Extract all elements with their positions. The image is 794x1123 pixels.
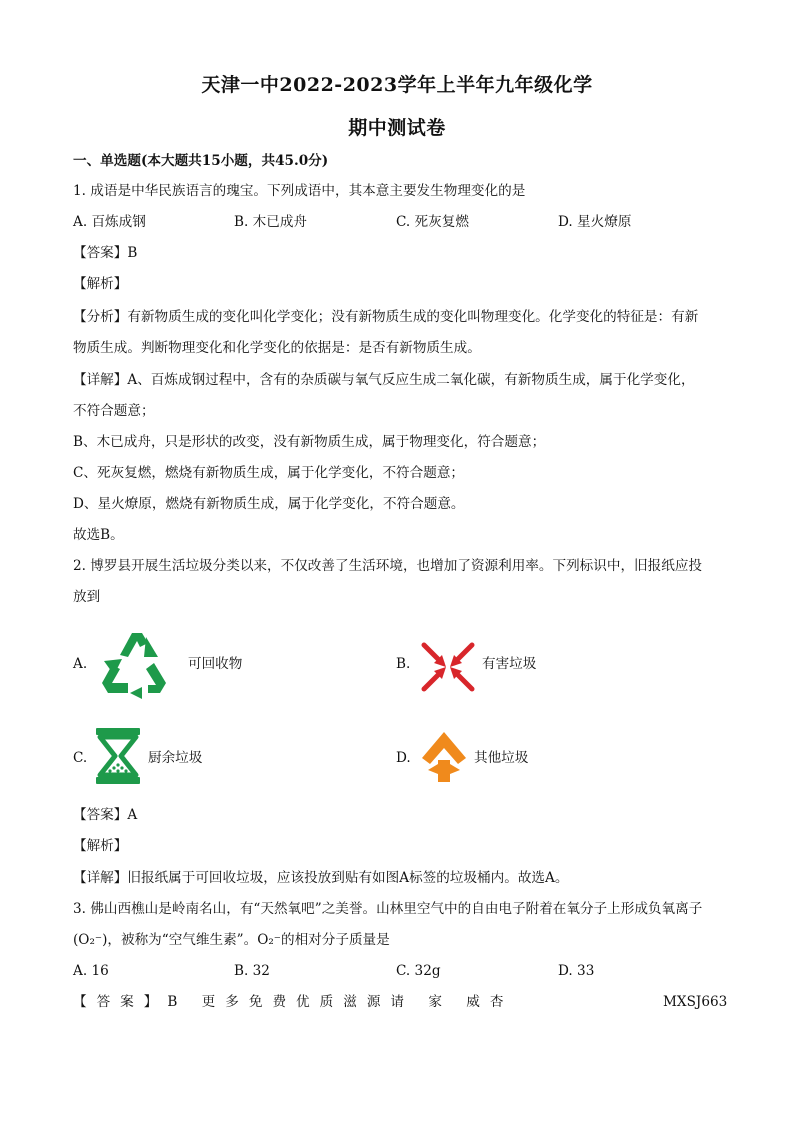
q2-option-c-label: 厨余垃圾 [148,750,203,766]
q2-stem-line-2: 放到 [73,589,101,605]
hourglass-icon [94,726,142,786]
q2-option-c-letter: C. [73,750,88,766]
q1-analysis-label: 【解析】 [73,276,128,292]
hazardous-arrows-icon [420,641,476,693]
q1-option-c: C. 死灰复燃 [396,214,469,230]
q2-option-b-label: 有害垃圾 [482,656,537,672]
q3-stem-line-2: (O₂⁻)，被称为“空气维生素”。O₂⁻的相对分子质量是 [73,932,390,948]
other-waste-arrow-icon [420,730,468,784]
q2-option-d-letter: D. [396,750,411,766]
q1-conclusion: 故选B。 [73,527,124,543]
q1-fenxi-line-1: 【分析】有新物质生成的变化叫化学变化；没有新物质生成的变化叫物理变化。化学变化的特征是：有新 [73,309,699,325]
q1-detail-line-4: C、死灰复燃，燃烧有新物质生成，属于化学变化，不符合题意； [73,465,465,481]
q1-option-a: A. 百炼成钢 [73,214,146,230]
q3-stem-line-1: 3. 佛山西樵山是岭南名山，有“天然氧吧”之美誉。山林里空气中的自由电子附着在氧分子上形成负氧离子 [73,901,703,917]
q3-option-a: A. 16 [73,963,109,979]
q1-detail-line-2: 不符合题意； [73,403,155,419]
q2-option-a-label: 可回收物 [188,656,243,672]
q1-stem: 1. 成语是中华民族语言的瑰宝。下列成语中，其本意主要发生物理变化的是 [73,183,526,199]
q3-option-b: B. 32 [234,963,270,979]
section-heading: 一、单选题(本大题共15小题，共45.0分) [73,153,329,169]
q1-option-d: D. 星火燎原 [558,214,632,230]
watermark-code: MXSJ663 [663,994,728,1010]
exam-subtitle: 期中测试卷 [348,117,446,139]
q1-detail-line-5: D、星火燎原，燃烧有新物质生成，属于化学变化，不符合题意。 [73,496,465,512]
q2-option-b-letter: B. [396,656,411,672]
q1-detail-line-3: B、木已成舟，只是形状的改变，没有新物质生成，属于物理变化，符合题意； [73,434,546,450]
q1-fenxi-line-2: 物质生成。判断物理变化和化学变化的依据是：是否有新物质生成。 [73,340,481,356]
exam-title: 天津一中2022-2023学年上半年九年级化学 [201,74,593,96]
q3-option-d: D. 33 [558,963,595,979]
q2-detail: 【详解】旧报纸属于可回收垃圾，应该投放到贴有如图A标签的垃圾桶内。故选A。 [73,870,569,886]
q3-answer-line: 【答案】B 更多免费优质滋源请 家 威杏 [73,994,514,1010]
recycle-icon [92,623,182,705]
q1-detail-line-1: 【详解】A、百炼成钢过程中，含有的杂质碳与氧气反应生成二氧化碳，有新物质生成，属于化学变化， [73,372,695,388]
q2-option-a-letter: A. [73,656,88,672]
q1-answer: 【答案】B [73,245,138,261]
q2-answer: 【答案】A [73,807,138,823]
q1-option-b: B. 木已成舟 [234,214,308,230]
q2-stem-line-1: 2. 博罗县开展生活垃圾分类以来，不仅改善了生活环境，也增加了资源利用率。下列标识中，旧报纸应投 [73,558,703,574]
q2-option-d-label: 其他垃圾 [474,750,529,766]
q2-analysis-label: 【解析】 [73,838,128,854]
q3-option-c: C. 32g [396,963,441,979]
